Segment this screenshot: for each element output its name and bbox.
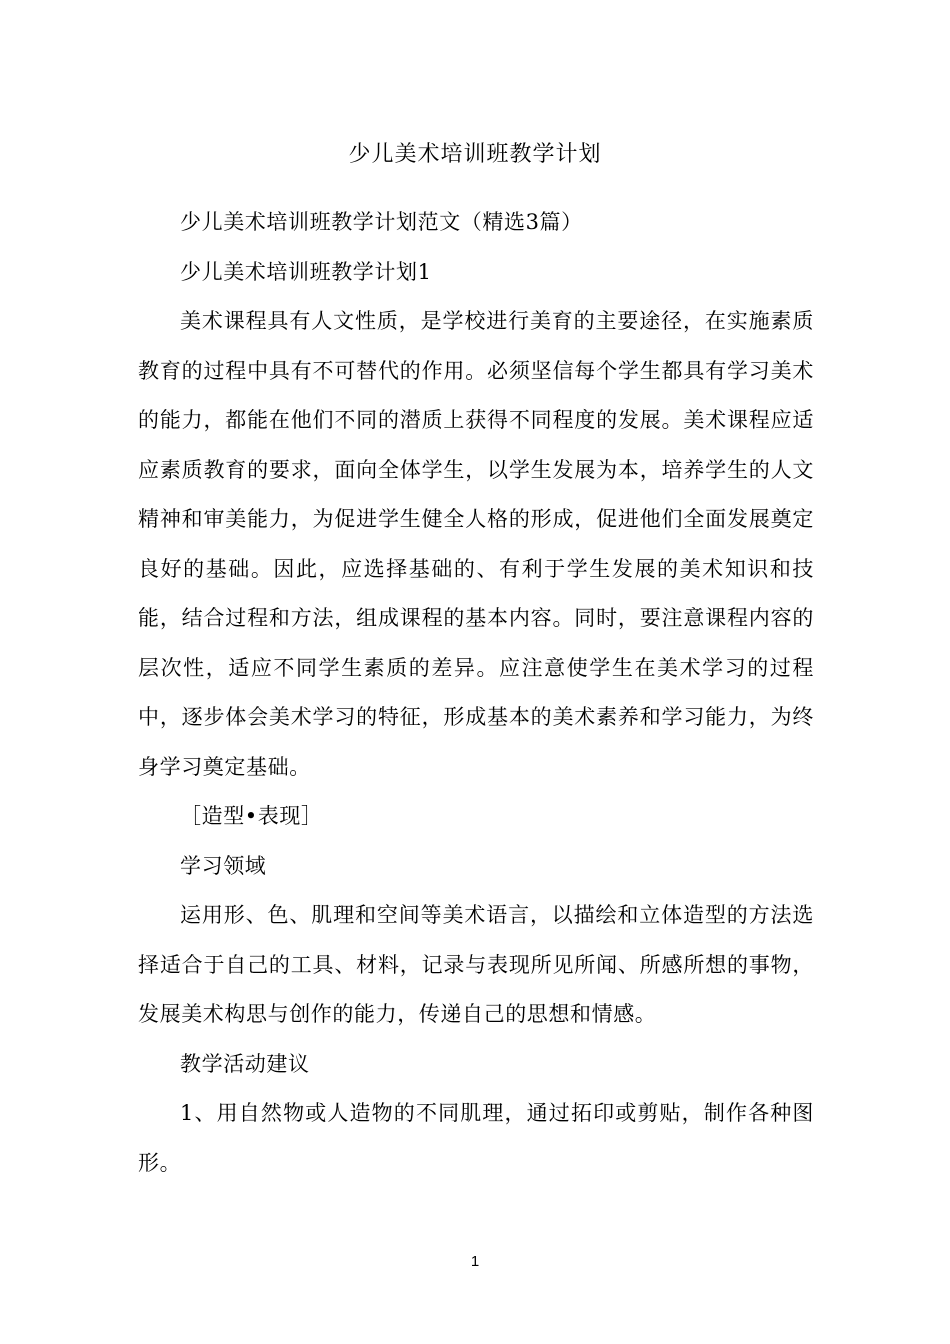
page-number: 1 [470, 1253, 480, 1270]
paragraph-domain-tag: ［造型•表现］ [180, 804, 323, 828]
paragraph-activity-heading: 教学活动建议 [180, 1051, 310, 1076]
document-body [138, 198, 814, 1188]
paragraph-section-heading: 少儿美术培训班教学计划1 [180, 259, 432, 284]
paragraph-activity-item-1: 1、用自然物或人造物的不同肌理，通过拓印或剪贴，制作各种图形。 [138, 1101, 814, 1175]
document-title: 少儿美术培训班教学计划 [348, 142, 602, 167]
paragraph-subtitle: 少儿美术培训班教学计划范文（精选3篇） [180, 210, 583, 234]
paragraph-learning-field: 学习领域 [180, 853, 267, 878]
paragraph-intro: 美术课程具有人文性质，是学校进行美育的主要途径，在实施素质教育的过程中具有不可替代的作用。必须坚信每个学生都具有学习美术的能力，都能在他们不同的潜质上获得不同程度的发展。美术课程应适应素质教育的要求，面向全体学生，以学生发展为本，培养学生的人文精神和审美能力，为促进学生健全人格的形成，促进他们全面发展奠定良好的基础。因此，应选择基础的、有利于学生发展的美术知识和技能，结合过程和方法，组成课程的基本内容。同时，要注意课程内容的层次性，适应不同学生素质的差异。应注意使学生在美术学习的过程中，逐步体会美术学习的特征，形成基本的美术素养和学习能力，为终身学习奠定基础。 [138, 309, 814, 779]
paragraph-field-description: 运用形、色、肌理和空间等美术语言，以描绘和立体造型的方法选择适合于自己的工具、材料，记录与表现所见所闻、所感所想的事物，发展美术构思与创作的能力，传递自己的思想和情感。 [138, 903, 814, 1026]
